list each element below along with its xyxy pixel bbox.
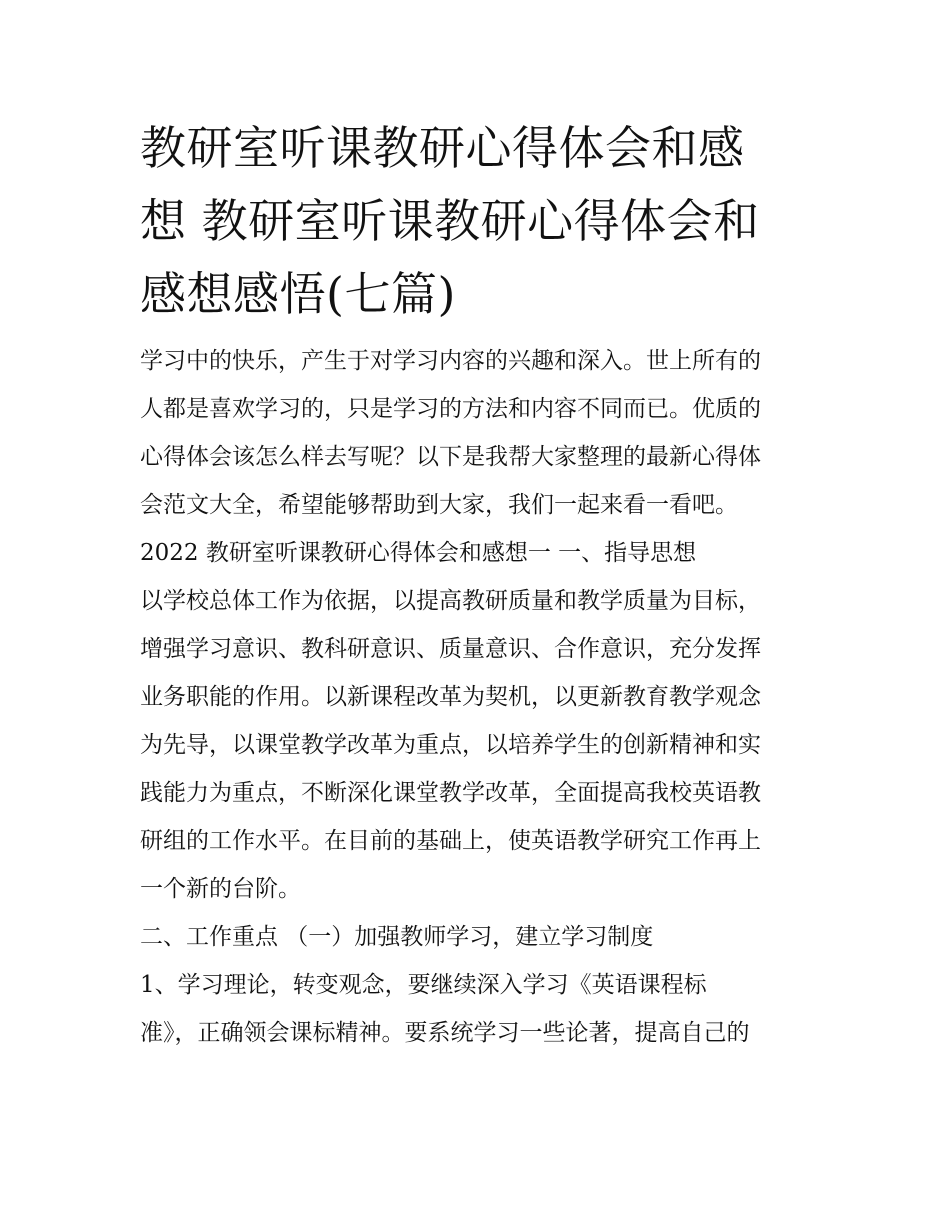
paragraph-line: 人都是喜欢学习的，只是学习的方法和内容不同而已。优质的 <box>140 396 761 422</box>
title-line: 想 教研室听课教研心得体会和 <box>140 194 760 248</box>
paragraph-line: 学习中的快乐，产生于对学习内容的兴趣和深入。世上所有的 <box>140 348 761 374</box>
section-heading-1 <box>140 529 815 577</box>
intro-paragraph <box>140 337 815 529</box>
item-1-paragraph <box>140 961 815 1057</box>
section-heading-2 <box>140 913 815 961</box>
paragraph-line: 增强学习意识、教科研意识、质量意识、合作意识，充分发挥 <box>140 636 761 662</box>
paragraph-line: 心得体会该怎么样去写呢？以下是我帮大家整理的最新心得体 <box>140 444 761 470</box>
document-content <box>140 112 815 1057</box>
title-line: 教研室听课教研心得体会和感 <box>140 121 745 175</box>
document-title <box>140 112 815 331</box>
paragraph-line: 为先导，以课堂教学改革为重点，以培养学生的创新精神和实 <box>140 732 761 758</box>
paragraph-line: 准》，正确领会课标精神。要系统学习一些论著，提高自己的 <box>140 1020 750 1046</box>
title-line: 感想感悟(七篇) <box>140 267 456 321</box>
paragraph-line: 1、学习理论，转变观念，要继续深入学习《英语课程标 <box>140 972 707 998</box>
paragraph-line: 业务职能的作用。以新课程改革为契机，以更新教育教学观念 <box>140 684 761 710</box>
section-heading-text: 二、工作重点 （一）加强教师学习，建立学习制度 <box>140 924 654 950</box>
section-heading-text: 2022 教研室听课教研心得体会和感想一 一、指导思想 <box>140 540 697 566</box>
paragraph-line: 一个新的台阶。 <box>140 876 301 902</box>
paragraph-line: 以学校总体工作为依据，以提高教研质量和教学质量为目标， <box>140 588 761 614</box>
paragraph-line: 会范文大全，希望能够帮助到大家，我们一起来看一看吧。 <box>140 492 738 518</box>
paragraph-line: 研组的工作水平。在目前的基础上，使英语教学研究工作再上 <box>140 828 761 854</box>
guideline-paragraph <box>140 577 815 913</box>
paragraph-line: 践能力为重点，不断深化课堂教学改革，全面提高我校英语教 <box>140 780 761 806</box>
